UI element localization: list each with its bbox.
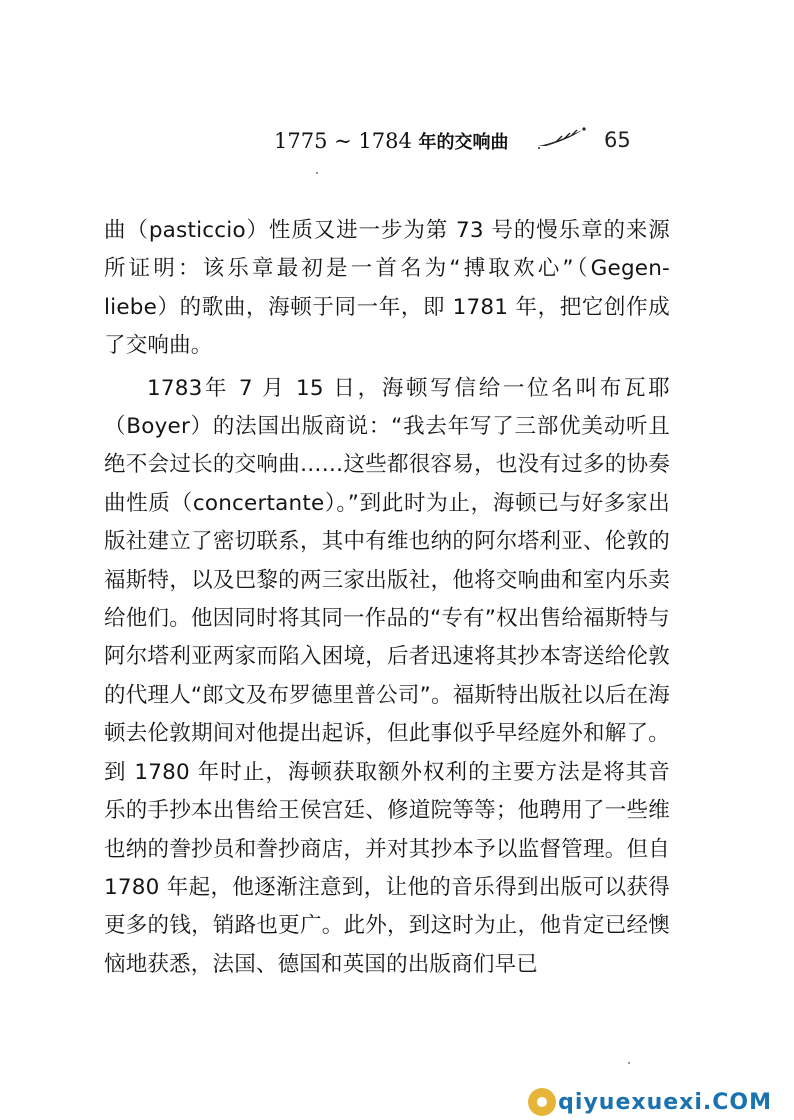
scan-speck — [628, 1062, 630, 1064]
watermark-text: qiyuexuexi.COM — [558, 1089, 772, 1115]
scan-speck — [316, 172, 318, 174]
header-title-years: 1775 ~ 1784 — [274, 129, 419, 153]
header-title — [274, 128, 509, 154]
paragraph-continuation: 曲（pasticcio）性质又进一步为第 73 号的慢乐章的来源所证明：该乐章最初是一首名为“搏取欢心”（Gegen-liebe）的歌曲，海顿于同一年，即 1781 年，把它创作成了交响曲。 — [104, 218, 670, 359]
site-watermark — [528, 1088, 772, 1116]
page-number: 65 — [604, 128, 631, 152]
quill-ornament-icon — [536, 124, 592, 152]
body-text — [104, 212, 670, 984]
header-title-cjk: 年的交响曲 — [418, 132, 509, 153]
running-header — [274, 124, 654, 160]
watermark-logo-icon — [528, 1088, 556, 1116]
paragraph: 1783年 7 月 15 日，海顿写信给一位名叫布瓦耶（Boyer）的法国出版商说：“我去年写了三部优美动听且绝不会过长的交响曲……这些都很容易，也没有过多的协奏曲性质（concertante）。”到此时为止，海顿已与好多家出版社建立了密切联系，其中有维也纳的阿尔塔利亚、伦敦的福斯特，以及巴黎的两三家出版社，他将交响曲和室内乐卖给他们。他因同时将其同一作品的“专有”权出售给福斯特与阿尔塔利亚两家而陷入困境，后者迅速将其抄本寄送给伦敦的代理人“郎文及布罗德里普公司”。福斯特出版社以后在海顿去伦敦期间对他提出起诉，但此事似乎早经庭外和解了。到 1780 年时止，海顿获取额外权利的主要方法是将其音乐的手抄本出售给王侯宫廷、修道院等等；他聘用了一些维也纳的誊抄员和誊抄商店，并对其抄本予以监督管理。但自1780 年起，他逐渐注意到，让他的音乐得到出版可以获得更多的钱，销路也更广。此外，到这时为止，他肯定已经懊恼地获悉，法国、德国和英国的出版商们早已 — [104, 375, 670, 977]
